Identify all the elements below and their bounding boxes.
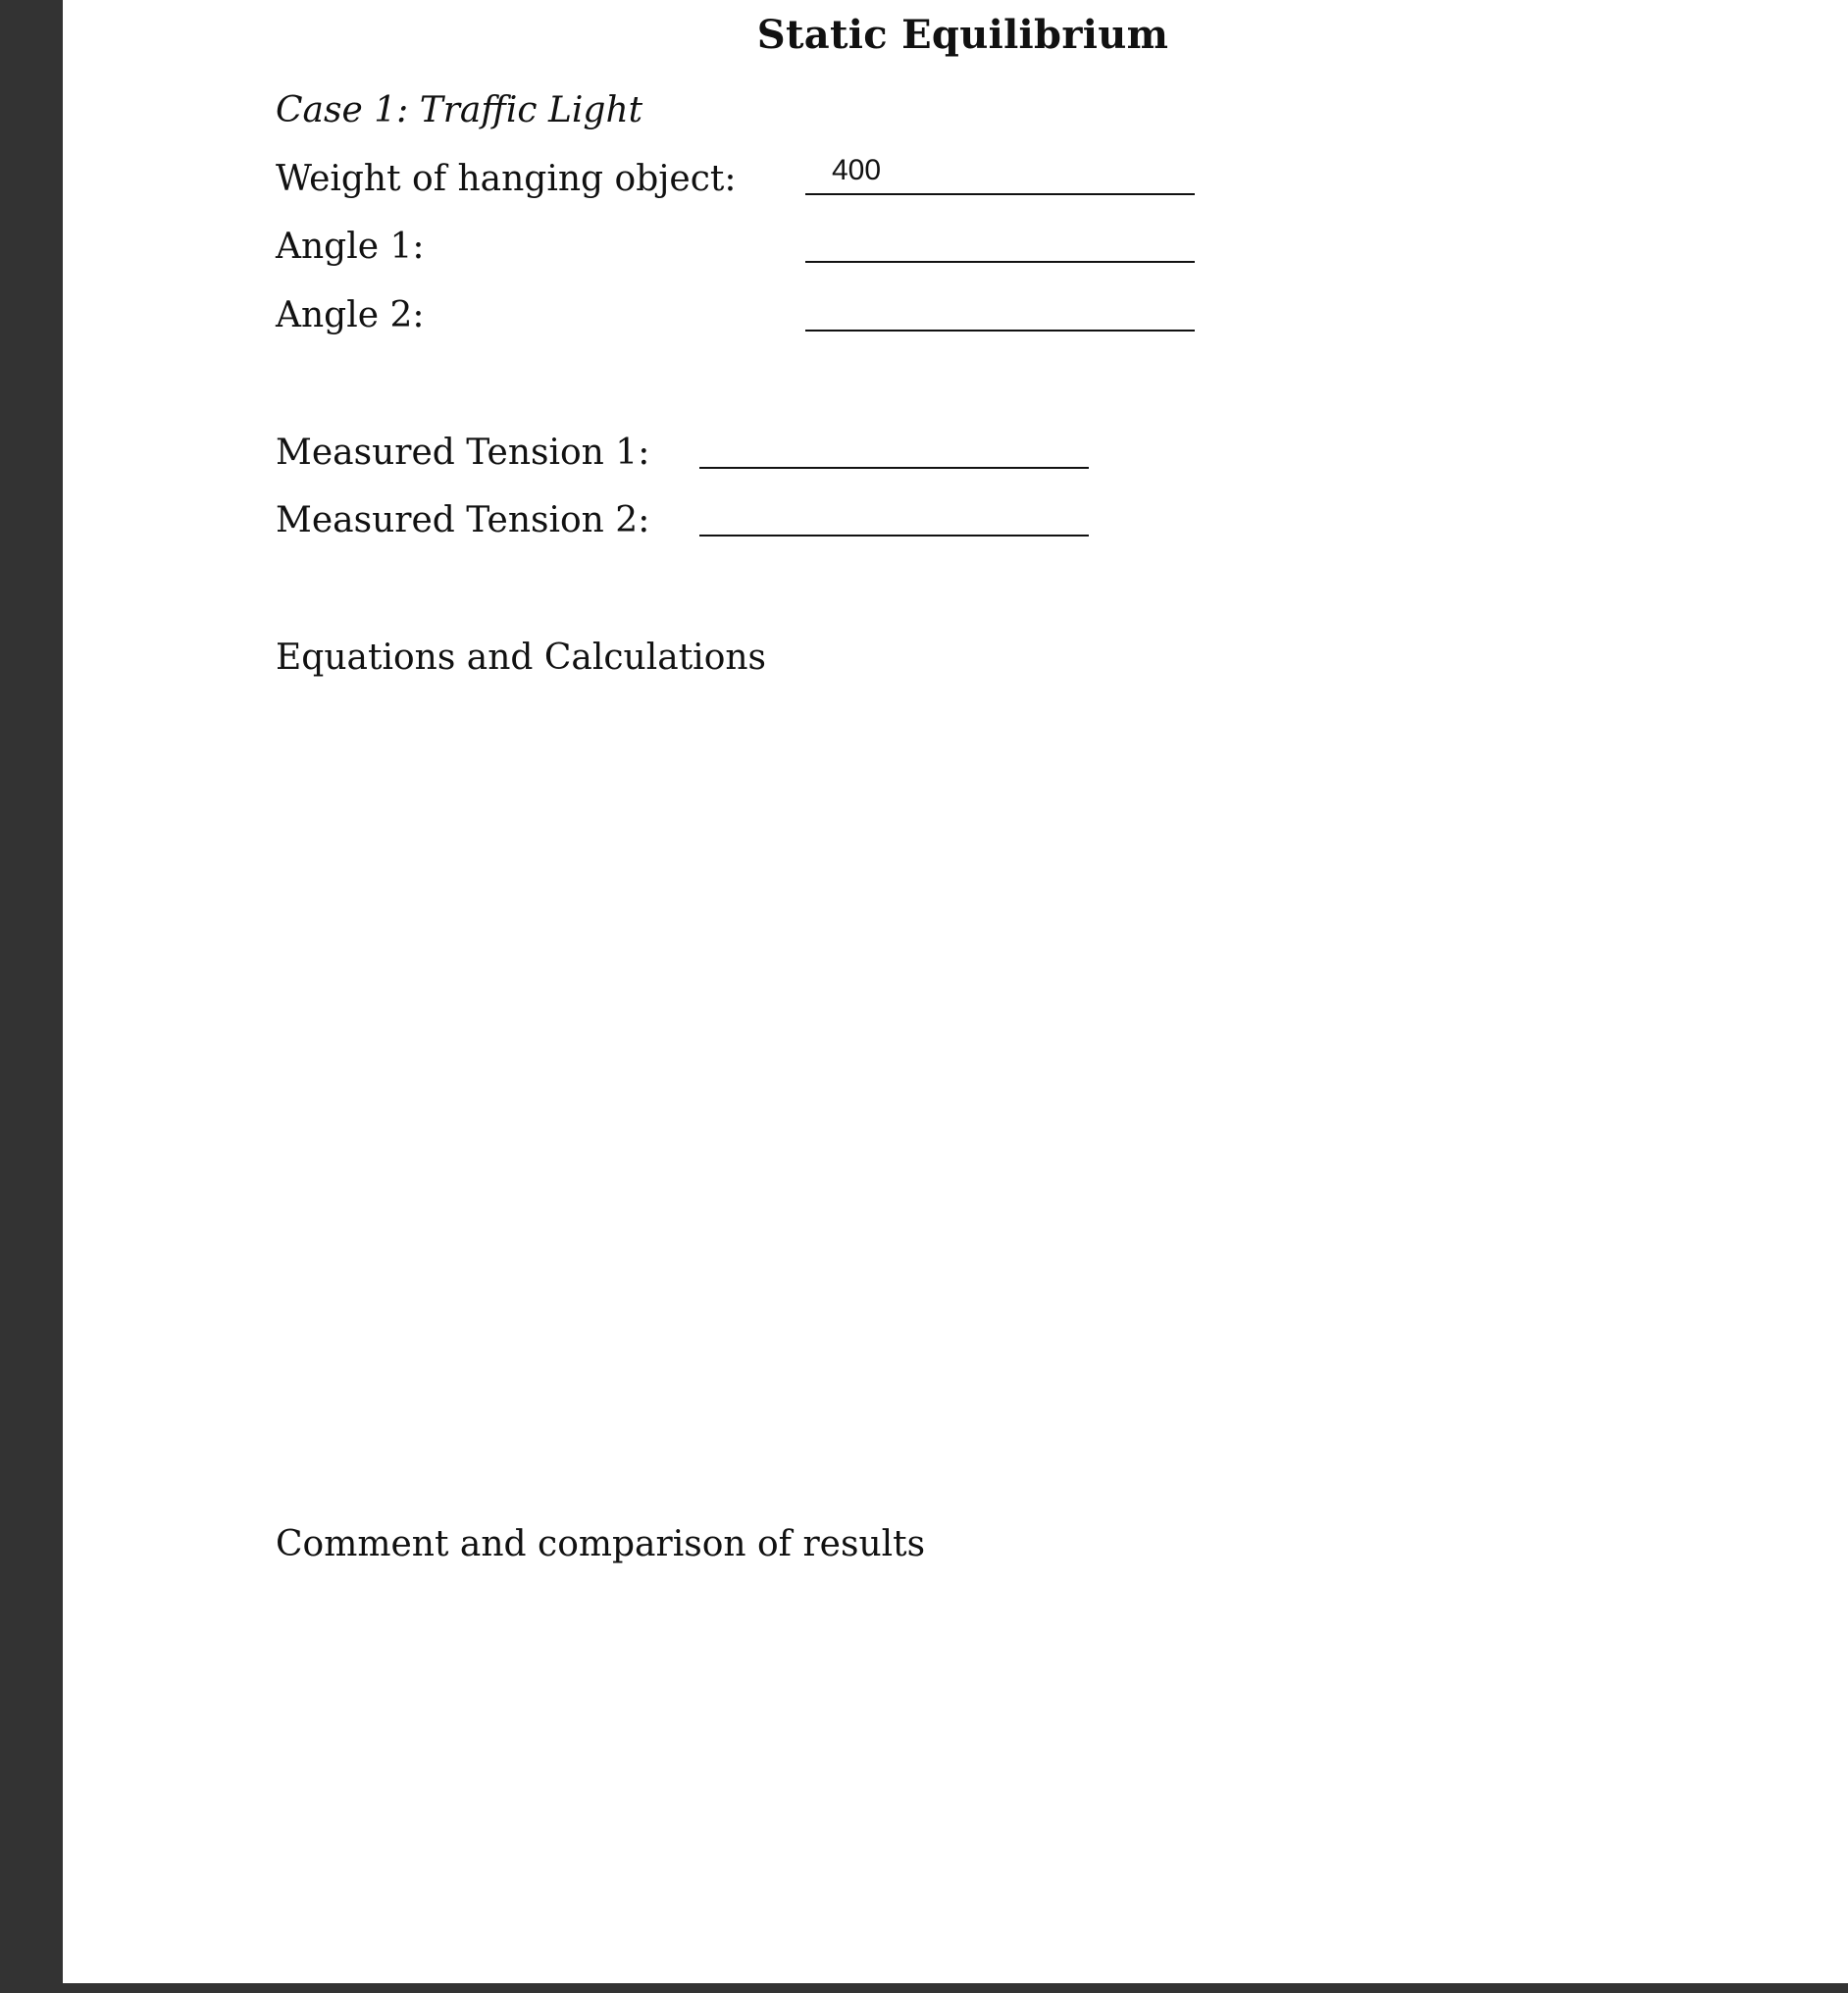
tension-1-label: Measured Tension 1: [276, 433, 650, 473]
tension-2-label: Measured Tension 2: [276, 500, 650, 540]
tension-2-input[interactable] [699, 493, 1089, 537]
equations-heading: Equations and Calculations [276, 638, 767, 678]
weight-label: Weight of hanging object: [276, 159, 737, 199]
weight-input[interactable] [805, 152, 1195, 195]
document-page [63, 0, 1848, 1983]
angle-1-label: Angle 1: [276, 227, 425, 267]
angle-1-input[interactable] [805, 220, 1195, 263]
tension-1-input[interactable] [699, 426, 1089, 469]
angle-2-input[interactable] [805, 288, 1195, 332]
case-heading: Case 1: Traffic Light [276, 90, 643, 130]
angle-2-label: Angle 2: [276, 295, 425, 335]
comment-heading: Comment and comparison of results [276, 1524, 926, 1564]
page-title: Static Equilibrium [756, 12, 1169, 58]
